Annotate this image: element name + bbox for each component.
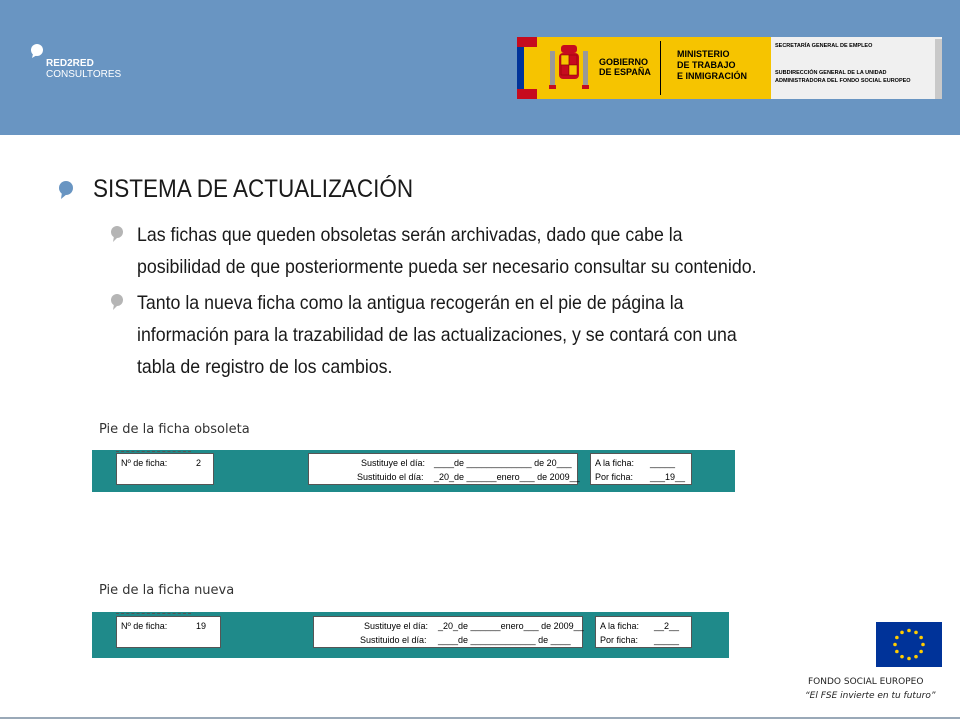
eu-star [895, 636, 899, 640]
footer-strip-obsoleta: Nº de ficha: 2 Sustituye el día: ____de _____________ de 20___ Sustituido el día: _20_de ______enero___ de 2009__ A la ficha: _____ Por ficha: ___19__ [92, 450, 735, 492]
coat-of-arms-icon [547, 41, 591, 95]
eu-star [907, 657, 911, 661]
eu-star [919, 636, 923, 640]
header-band [0, 0, 960, 135]
fse-title: FONDO SOCIAL EUROPEO [808, 677, 924, 687]
bullet-paragraph-2: Tanto la nueva ficha como la antigua recogerán en el pie de página la información para la trazabilidad de las actualizaciones, y se contará con una tabla de registro de los cambios. [137, 292, 737, 378]
footer-strip-nueva: Nº de ficha: 19 Sustituye el día: _20_de ______enero___ de 2009__ Sustituido el día: ____de _____________ de ____ A la ficha: __2__ Por ficha: _____ [92, 612, 729, 658]
eu-star [900, 631, 904, 635]
eu-star [900, 655, 904, 659]
eu-star [893, 643, 897, 647]
caption-obsoleta: Pie de la ficha obsoleta [99, 422, 250, 437]
caption-nueva: Pie de la ficha nueva [99, 583, 235, 598]
logo-line-1: RED2RED [46, 58, 94, 69]
eu-star [914, 631, 918, 635]
fse-motto: “El FSE invierte en tu futuro” [805, 691, 936, 701]
eu-star [907, 629, 911, 633]
eu-star [895, 650, 899, 654]
speech-bubble-icon [30, 44, 44, 58]
gobierno-text: GOBIERNO DE ESPAÑA [599, 57, 651, 77]
secretaria-text: SECRETARÍA GENERAL DE EMPLEO [775, 43, 873, 49]
red2red-logo [30, 44, 120, 84]
bullet-paragraph-1: Las fichas que queden obsoletas serán archivadas, dado que cabe la posibilidad de que posteriormente pueda ser necesario consultar su contenido. [137, 224, 757, 278]
bullet-bubble-icon [58, 181, 74, 199]
subdireccion-text: SUBDIRECCIÓN GENERAL DE LA UNIDAD ADMINISTRADORA DEL FONDO SOCIAL EUROPEO [775, 70, 911, 84]
bottom-divider [0, 717, 960, 719]
eu-stars-strip [517, 47, 524, 89]
ministerio-text: MINISTERIO DE TRABAJO E INMIGRACIÓN [677, 49, 748, 81]
eu-star [914, 655, 918, 659]
sub-bullet-bubble-icon [110, 294, 124, 310]
government-banner [517, 37, 942, 99]
sub-bullet-bubble-icon [110, 226, 124, 242]
eu-star [921, 643, 925, 647]
eu-flag-icon [876, 622, 942, 667]
eu-star [919, 650, 923, 654]
section-heading: SISTEMA DE ACTUALIZACIÓN [93, 175, 414, 203]
logo-line-2: CONSULTORES [46, 69, 122, 80]
